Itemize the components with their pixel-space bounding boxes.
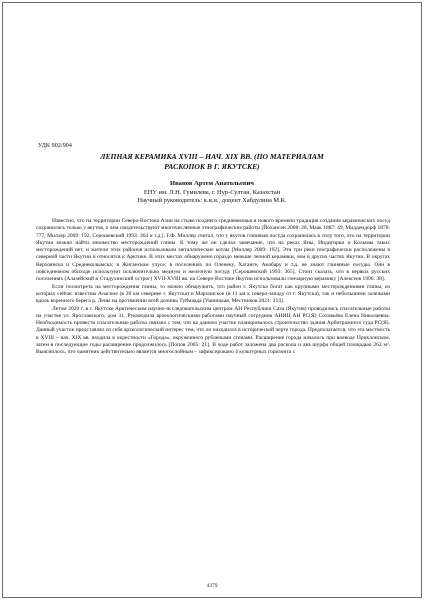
body-paragraph-2: Если посмотреть на месторождения глины, то можно обнаружить, что район г. Якутска богат как крупными месторождениями глины, из которых сейчас известны Аласное (в 28 км севернее г. Якутска) и Мархинское (в 11 км к северо-западу от г. Якутска), так и небольшими залежами вдоль коренного берега р. Лены на протяжении всей долины Туймаада [Ушницкая, Местников 2021: 214].	[36, 283, 390, 305]
body-paragraph-3: Летом 2020 г. в г. Якутске Арктическим научно-исследовательским центром АН Республики Саха (Якутия) проводились спасательные работы на участке ул. Ярославского, дом 31. Руководила археологическими работами научный сотрудник АНИЦ АН РС(Я) Соловьёва Елена Николаевна. Необходимость провести спасательные работы связано с тем, что на данном участке планировалось строительство здания Арбитражного суда РС(Я). Данный участок представлял из себя археологический интерес тем, что он находился в исторической черте города. Предполагается, что эта местность в XVIII – нач. XIX вв. входила в окрестности «Города», окруженного рублеными стенами. Расширение города началось при воеводе Приклонском, затем в последующие годы расширение продолжилось [Попов 2005: 21]. В ходе работ заложена два раскопа и два шурфа общей площадью 262 м². Выяснилось, что памятник действительно является многослойным – зафиксировано 4 культурных горизонта с	[36, 305, 390, 356]
page-number: 4379	[206, 583, 218, 589]
paper-title-line-1: ЛЕПНАЯ КЕРАМИКА XVIII – НАЧ. XIX ВВ. (ПО МАТЕРИАЛАМ	[100, 152, 324, 161]
paper-title	[44, 152, 380, 172]
author-name: Иванов Артем Анатольевич	[169, 180, 254, 187]
body-paragraph-1: Известно, что на территории Северо-Востока Азии на стыке позднего средневековья и нового времени традиция создания керамических посуд сохранилась только у якутов, о чем свидетельствуют многочисленные этнографические работы [Йохансен 2008: 28, Маак 1887: 49, Миддендорф 1878: 777, Миллер 2009: 192, Серошевский 1993: 364 и т.д.]. Г.Ф. Миллер считал, что у якутов глиняная посуда сохранилась в силу того, что на территории Якутии можно найти множество месторождений глины. К тому же он сделал замечание, что на реках Яны, Индигирки и Колымы таких месторождений нет, и жители этих районов использовали металлические котлы [Миллер 2009: 192]. Эти три реки географически расположены в северной части Якутии и относятся к Арктике. В этих местах обнаружено гораздо меньше лепной керамики, чем в других частях Якутии. В округах Верхоянска и Среднеколымска; в Жиганском улусе; в поселениях по Оленеку, Хатанге, Анабару и т.д. не знают глиняные посуды. Они в повседневном обиходе используют исключительно медную и железную посуду [Серошевский 1993: 365]. Стоит сказать, что в первых русских поселениях (Алазейский и Стадухинский острог) XVII-XVIII вв. на Северо-Востоке Якутии использовали гончарную керамику [Алексеев 1996: 38].	[36, 218, 390, 283]
udk-code: УДК 902/904	[38, 143, 73, 149]
scientific-advisor: Научный руководитель: к.и.н., доцент Хабдулина М.К.	[137, 197, 287, 204]
paper-title-line-2: РАСКОПОК В Г. ЯКУТСКЕ)	[164, 162, 260, 171]
article-body	[36, 218, 390, 357]
author-affiliation: ЕНУ им. Л.Н. Гумилева, г. Нур-Султан, Казахстан	[143, 189, 281, 196]
